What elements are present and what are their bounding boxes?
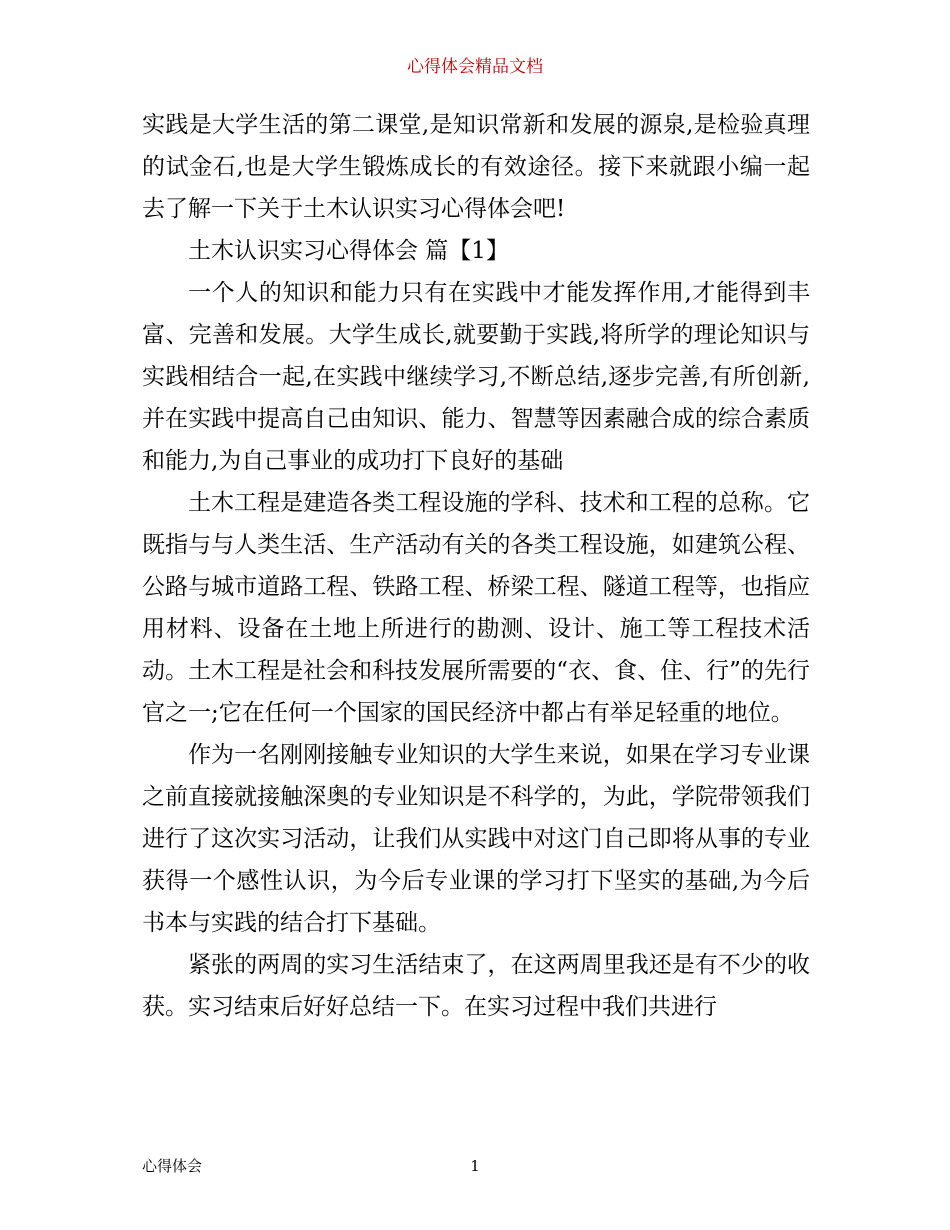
section-heading: 土木认识实习心得体会 篇【1】 <box>188 238 509 264</box>
body-paragraph-4: 紧张的两周的实习生活结束了，在这两周里我还是有不少的收获。实习结束后好好总结一下。在实习过程中我们共进行 <box>142 952 810 1020</box>
page-header-title: 心得体会精品文档 <box>407 57 543 77</box>
footer-label: 心得体会 <box>142 1157 203 1175</box>
body-paragraph-3: 作为一名刚刚接触专业知识的大学生来说，如果在学习专业课之前直接就接触深奥的专业知识是不科学的，为此，学院带领我们进行了这次实习活动，让我们从实践中对这门自己即将从事的专业获得一个感性认识，为今后专业课的学习打下坚实的基础,为今后书本与实践的结合打下基础。 <box>142 742 810 936</box>
body-paragraph-1: 一个人的知识和能力只有在实践中才能发挥作用,才能得到丰富、完善和发展。大学生成长,就要勤于实践,将所学的理论知识与实践相结合一起,在实践中继续学习,不断总结,逐步完善,有所创新,并在实践中提高自己由知识、能力、智慧等因素融合成的综合素质和能力,为自己事业的成功打下良好的基础 <box>142 280 810 474</box>
intro-paragraph: 实践是大学生活的第二课堂,是知识常新和发展的源泉,是检验真理的试金石,也是大学生锻炼成长的有效途径。接下来就跟小编一起去了解一下关于土木认识实习心得体会吧! <box>142 112 810 222</box>
page-number: 1 <box>470 1157 480 1175</box>
document-body <box>142 104 810 1028</box>
body-paragraph-2: 土木工程是建造各类工程设施的学科、技术和工程的总称。它既指与与人类生活、生产活动有关的各类工程设施，如建筑公程、公路与城市道路工程、铁路工程、桥梁工程、隧道工程等，也指应用材料、设备在土地上所进行的勘测、设计、施工等工程技术活动。土木工程是社会和科技发展所需要的“衣、食、住、行”的先行官之一;它在任何一个国家的国民经济中都占有举足轻重的地位。 <box>142 490 810 726</box>
